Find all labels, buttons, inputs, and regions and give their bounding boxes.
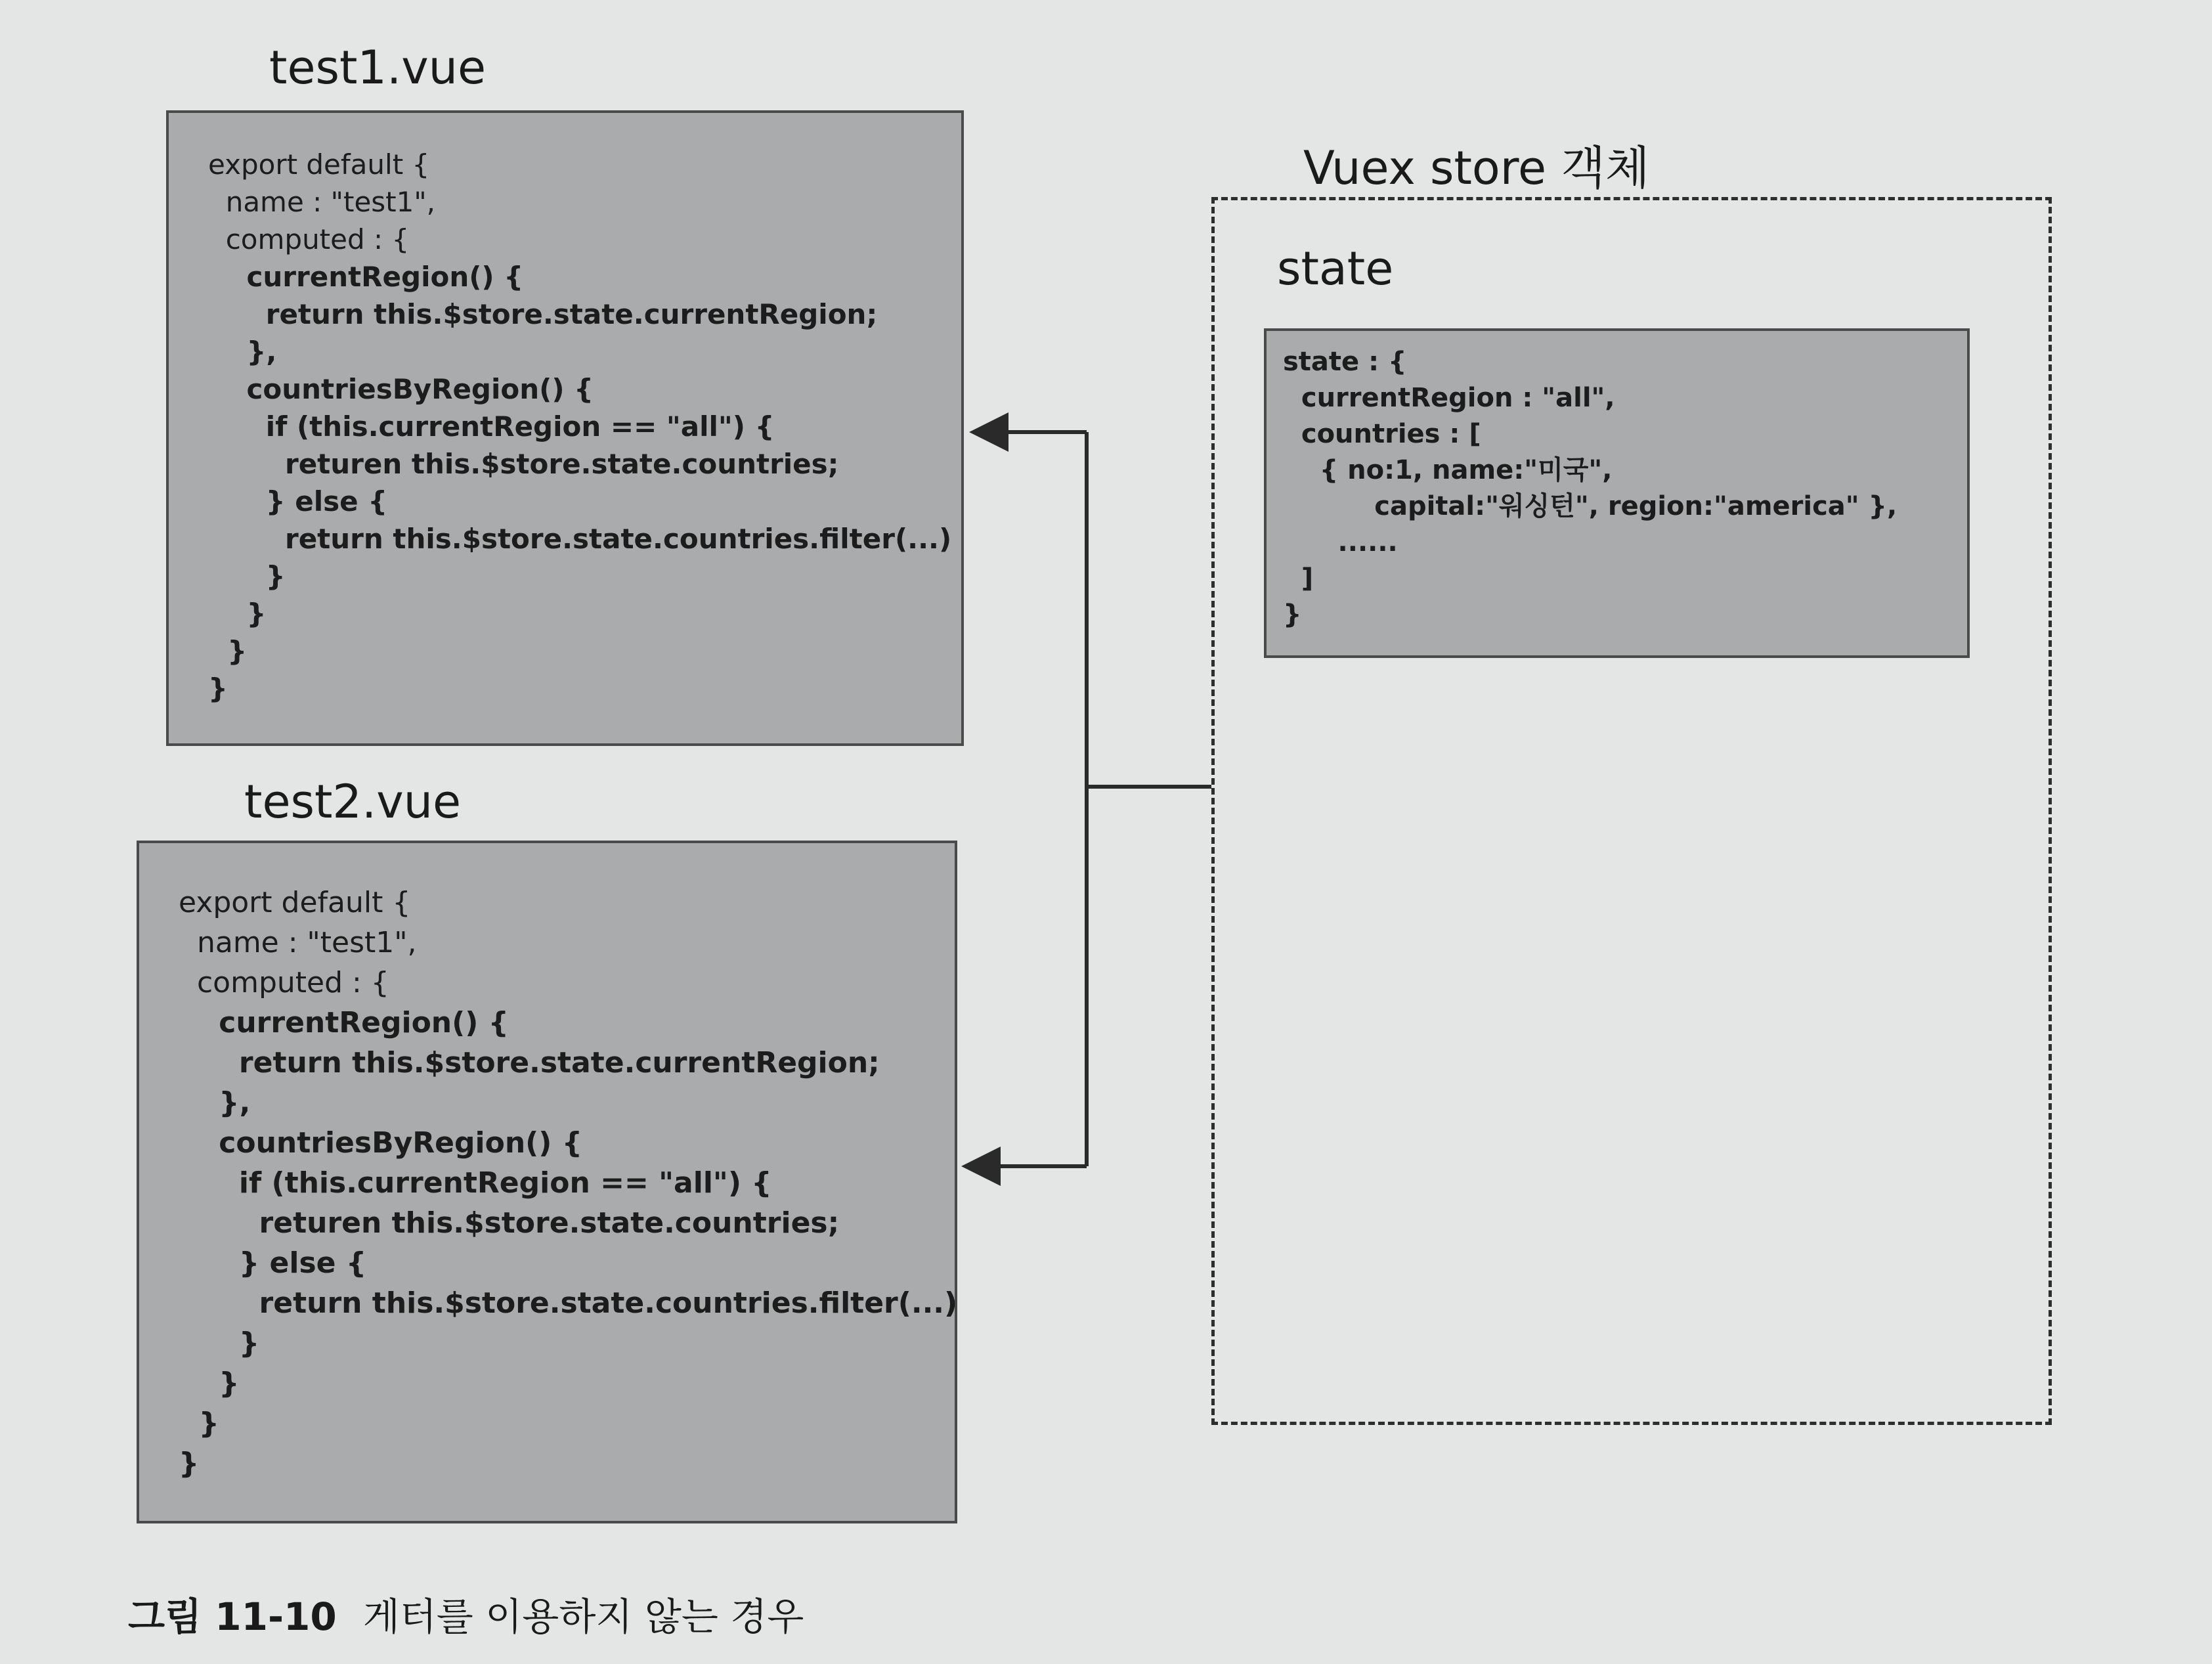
code-line: } (208, 598, 267, 630)
code-line: countriesByRegion() { (208, 373, 594, 405)
code-line: export default { (208, 148, 430, 181)
code-line: currentRegion() { (179, 1006, 509, 1040)
code-line: if (this.currentRegion == "all") { (208, 410, 775, 443)
code-line: } (179, 1407, 219, 1440)
code-line: export default { (179, 886, 411, 919)
code-line: ...... (1283, 527, 1398, 558)
code-line: currentRegion() { (208, 261, 524, 293)
code-line: returen this.$store.state.countries; (208, 448, 839, 480)
code-line: return this.$store.state.currentRegion; (208, 298, 878, 330)
code-line: { no:1, name:"미국", (1283, 455, 1613, 485)
code-line: } else { (179, 1246, 367, 1280)
code-line: } (208, 560, 286, 592)
figure-caption-text: 게터를 이용하지 않는 경우 (362, 1594, 804, 1639)
code-line: capital:"워싱턴", region:"america" }, (1283, 491, 1898, 521)
test2-title: test2.vue (244, 775, 462, 829)
code-line: countries : [ (1283, 419, 1481, 449)
code-line: name : "test1", (179, 926, 417, 959)
code-line: return this.$store.state.countries.filter(...) (208, 523, 952, 555)
code-line: return this.$store.state.countries.filter(...) (179, 1286, 958, 1320)
code-line: name : "test1", (208, 186, 436, 218)
code-line: } (179, 1367, 240, 1400)
code-line: if (this.currentRegion == "all") { (179, 1166, 772, 1200)
code-line: } (179, 1447, 200, 1480)
code-line: return this.$store.state.currentRegion; (179, 1046, 880, 1080)
code-line: computed : { (208, 223, 410, 255)
code-line: }, (179, 1086, 251, 1120)
test1-title: test1.vue (269, 41, 487, 95)
store-title: Vuex store 객체 (1303, 141, 1650, 195)
figure-number: 그림 11-10 (128, 1594, 337, 1639)
code-line: }, (208, 336, 277, 368)
code-line: } (208, 672, 228, 705)
code-line: currentRegion : "all", (1283, 383, 1615, 413)
code-line: } (208, 635, 248, 667)
code-line: } (1283, 600, 1302, 630)
code-line: state : { (1283, 347, 1407, 377)
code-line: } else { (208, 485, 388, 517)
code-line: computed : { (179, 966, 389, 999)
state-label: state (1277, 242, 1394, 296)
figure-caption (128, 1586, 804, 1641)
code-line: returen this.$store.state.countries; (179, 1206, 840, 1240)
code-line: ] (1283, 563, 1314, 594)
code-line: } (179, 1326, 260, 1360)
code-line: countriesByRegion() { (179, 1126, 583, 1160)
